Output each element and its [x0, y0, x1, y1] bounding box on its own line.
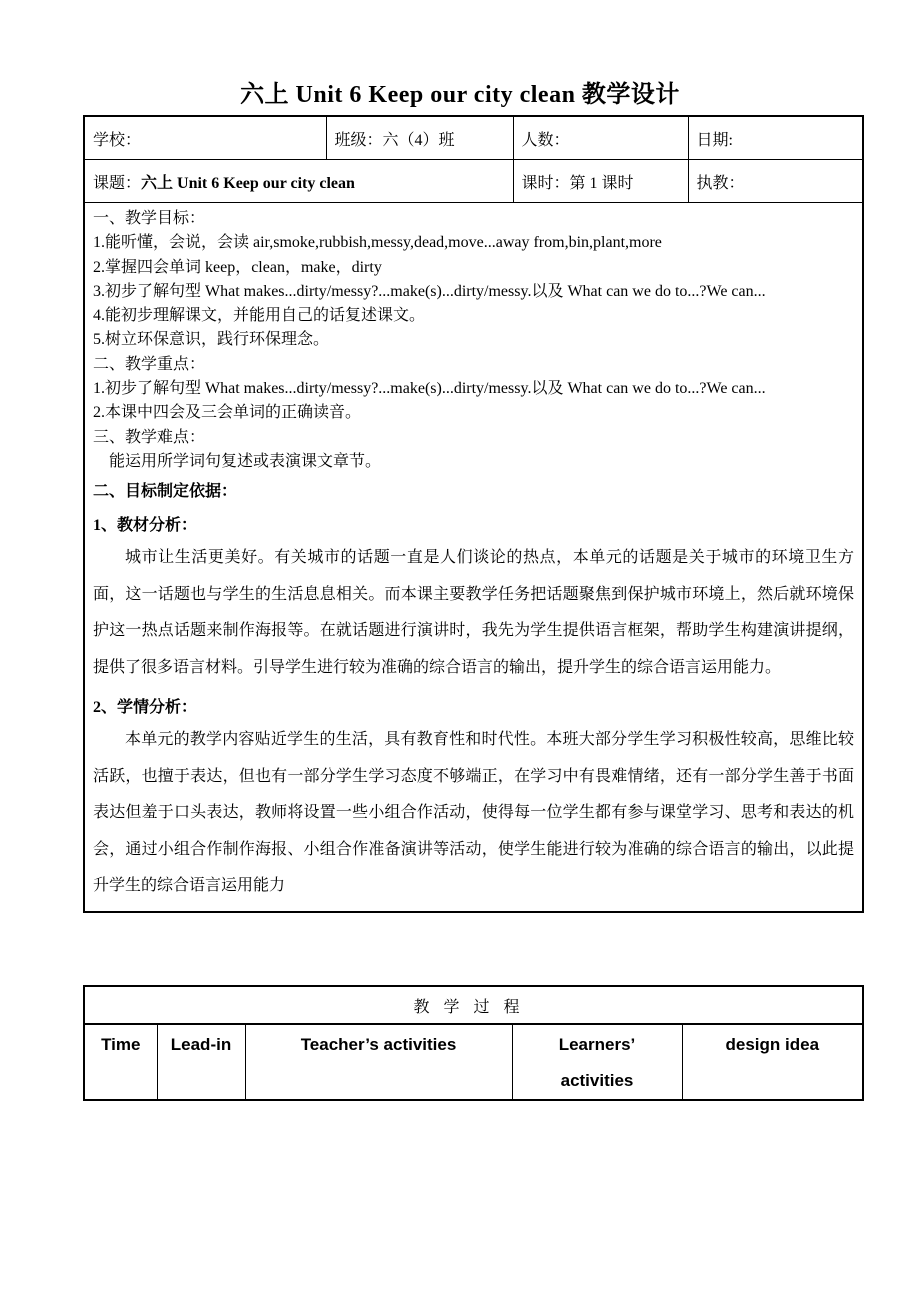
period-cell: 课时：第 1 课时 — [513, 160, 688, 203]
objective-item: 3.初步了解句型 What makes...dirty/messy?...make(s)...dirty/messy.以及 What can we do to...?We can... — [93, 282, 766, 300]
textbook-analysis-heading: 1、教材分析： — [93, 517, 198, 535]
school-cell: 学校： — [84, 116, 326, 160]
objectives-heading: 一、教学目标： — [93, 210, 206, 227]
lesson-content-cell — [84, 203, 863, 912]
process-header-row — [84, 1024, 863, 1100]
col-header-teacher-activities: Teacher’s activities — [245, 1024, 512, 1100]
process-title-row — [84, 986, 863, 1024]
topic-value: 六上 Unit 6 Keep our city clean — [141, 174, 355, 192]
student-analysis-heading: 2、学情分析： — [93, 699, 198, 717]
key-point-item: 2.本课中四会及三会单词的正确读音。 — [93, 404, 362, 422]
col-header-lead-in: Lead-in — [157, 1024, 245, 1100]
difficulties-heading: 三、教学难点： — [93, 428, 206, 446]
key-points-heading: 二、教学重点： — [93, 355, 206, 373]
col-header-time: Time — [84, 1024, 157, 1100]
date-cell: 日期: — [688, 116, 863, 160]
basis-heading: 二、目标制定依据： — [93, 483, 238, 501]
lesson-info-table — [83, 115, 864, 913]
teacher-cell: 执教： — [688, 160, 863, 203]
topic-cell — [84, 160, 513, 203]
topic-label: 课题： — [93, 174, 142, 192]
textbook-analysis-text: 城市让生活更美好。有关城市的话题一直是人们谈论的热点，本单元的话题是关于城市的环境卫生方面，这一话题也与学生的生活息息相关。而本课主要教学任务把话题聚焦到保护城市环境上，然后就环境保护这一热点话题来制作海报等。在就话题进行演讲时，我先为学生提供语言框架，帮助学生构建演讲提纲，提供了很多语言材料。引导学生进行较为准确的综合语言的输出，提升学生的综合语言运用能力。 — [93, 549, 854, 676]
info-row-1 — [84, 116, 863, 160]
col-header-learner-activities: Learners’ activities — [512, 1024, 682, 1100]
process-heading: 教学过程 — [84, 986, 863, 1024]
content-row — [84, 203, 863, 912]
info-row-2 — [84, 160, 863, 203]
teaching-process-table — [83, 985, 864, 1101]
objective-item: 4.能初步理解课文，并能用自己的话复述课文。 — [93, 307, 426, 325]
difficulties-text: 能运用所学词句复述或表演课文章节。 — [109, 452, 382, 470]
objective-item: 1.能听懂，会说，会读 air,smoke,rubbish,messy,dead,move...away from,bin,plant,more — [93, 234, 662, 252]
class-cell: 班级：六（4）班 — [326, 116, 513, 160]
document-title: 六上 Unit 6 Keep our city clean 教学设计 — [240, 82, 680, 108]
student-count-cell: 人数： — [513, 116, 688, 160]
objective-item: 2.掌握四会单词 keep，clean，make，dirty — [93, 258, 382, 276]
key-point-item: 1.初步了解句型 What makes...dirty/messy?...make(s)...dirty/messy.以及 What can we do to...?We can... — [93, 380, 766, 398]
objective-item: 5.树立环保意识，践行环保理念。 — [93, 331, 330, 349]
col-header-design-idea: design idea — [682, 1024, 863, 1100]
student-analysis-text: 本单元的教学内容贴近学生的生活，具有教育性和时代性。本班大部分学生学习积极性较高，思维比较活跃，也擅于表达，但也有一部分学生学习态度不够端正，在学习中有畏难情绪，还有一部分学生善于书面表达但羞于口头表达，教师将设置一些小组合作活动，使得每一位学生都有参与课堂学习、思考和表达的机会，通过小组合作制作海报、小组合作准备演讲等活动，使学生能进行较为准确的综合语言的输出，以此提升学生的综合语言运用能力 — [93, 731, 854, 895]
